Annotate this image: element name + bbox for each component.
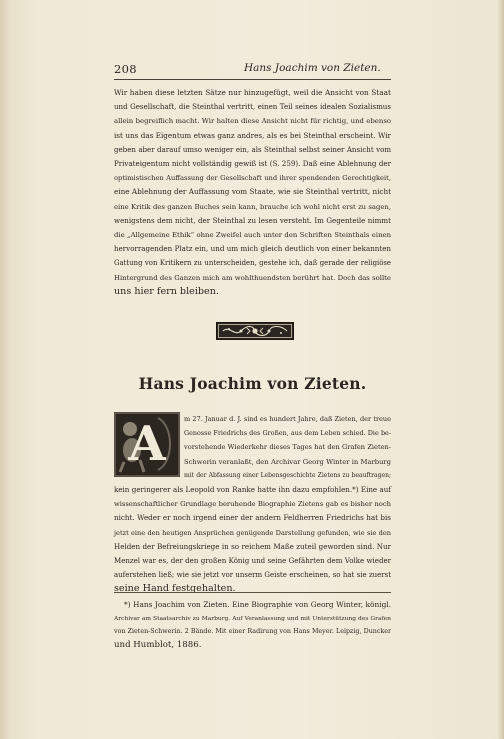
text-line: mit der Abfassung einer Lebensgeschichte Zietens zu beauftragen; bbox=[184, 471, 391, 479]
text-line: wissenschaftlicher Grundlage beruhende Biographie Zietens gab es bisher noch bbox=[114, 500, 391, 509]
footnote bbox=[114, 598, 391, 652]
text-line: wenigstens dem nicht, der Steinthal zu lesen versteht. Im Gegenteile nimmt bbox=[114, 215, 391, 225]
page-edge-shadow bbox=[498, 0, 504, 739]
text-line: geben aber darauf umso weniger ein, als Steinthal selbst seiner Ansicht vom bbox=[114, 144, 391, 154]
text-line: Schwerin veranlaßt, den Archivar Georg Winter in Marburg bbox=[184, 457, 391, 466]
text-line: jetzt eine den heutigen Ansprüchen genügende Darstellung gefunden, wie sie den bbox=[114, 528, 391, 537]
footnote-line: von Zieten-Schwerin. 2 Bände. Mit einer Radirung von Hans Meyer. Leipzig, Duncker bbox=[114, 628, 391, 636]
initial-letter: A bbox=[128, 416, 166, 472]
text-line: Privateigentum nicht vollständig gewiß ist (S. 259). Daß eine Ablehnung der bbox=[114, 159, 391, 169]
text-line: Hintergrund des Ganzen mich am wohlthuendsten berührt hat. Doch das sollte bbox=[114, 273, 391, 282]
page-number: 208 bbox=[114, 62, 137, 76]
text-line: kein geringerer als Leopold von Ranke hatte ihn dazu empfohlen.*) Eine auf bbox=[114, 485, 391, 495]
text-line: uns hier fern bleiben. bbox=[114, 285, 219, 297]
decorative-vignette bbox=[216, 322, 294, 340]
text-line: optimistischen Auffassung der Gesellschaft und ihrer spendenden Gerechtigkeit, bbox=[114, 174, 391, 183]
running-header bbox=[114, 60, 390, 76]
footnote-line: und Humblot, 1886. bbox=[114, 639, 202, 650]
text-line: Menzel war es, der den großen König und seine Gefährten dem Volke wieder bbox=[114, 556, 391, 566]
footnote-line: *) Hans Joachim von Zieten. Eine Biographie von Georg Winter, königl. bbox=[124, 600, 391, 609]
text-line: und Gesellschaft, die Steinthal vertritt, einen Teil seines idealen Sozialismus bbox=[114, 102, 391, 112]
text-line: nicht. Weder er noch irgend einer der andern Feldherren Friedrichs hat bis bbox=[114, 513, 391, 523]
text-line: eine Ablehnung der Auffassung vom Staate, wie sie Steinthal vertritt, nicht bbox=[114, 187, 391, 197]
floral-ornament-icon bbox=[217, 323, 293, 339]
text-line: vorstehende Wiederkehr dieses Tages hat den Grafen Zieten- bbox=[184, 443, 391, 452]
text-line: m 27. Januar d. J. sind es hundert Jahre, daß Zieten, der treue bbox=[184, 415, 391, 423]
text-line: ist uns das Eigentum etwas ganz andres, als es bei Steinthal erscheint. Wir bbox=[114, 130, 391, 140]
text-line: hervorragenden Platz ein, und um mich gleich deutlich von einer bekannten bbox=[114, 244, 391, 254]
text-line: Helden der Befreiungskriege in so reichem Maße zuteil geworden sind. Nur bbox=[114, 541, 391, 551]
text-line: Genosse Friedrichs des Großen, aus dem Leben schied. Die be- bbox=[184, 429, 391, 438]
text-line: Wir haben diese letzten Sätze nur hinzugefügt, weil die Ansicht von Staat bbox=[114, 88, 391, 97]
article-title: Hans Joachim von Zieten. bbox=[138, 374, 367, 393]
article-paragraph bbox=[114, 412, 391, 597]
text-line: auferstehen ließ; wie sie jetzt vor unserm Geiste erscheinen, so hat sie zuerst bbox=[114, 571, 391, 580]
text-line: seine Hand festgehalten. bbox=[114, 583, 236, 595]
running-title: Hans Joachim von Zieten. bbox=[244, 62, 381, 74]
text-line: die „Allgemeine Ethik“ ohne Zweifel auch unter den Schriften Steinthals einen bbox=[114, 231, 391, 240]
text-line: Gattung von Kritikern zu unterscheiden, gestehe ich, daß gerade der religiöse bbox=[114, 259, 391, 268]
page-gutter-shadow bbox=[0, 0, 10, 739]
footnote-line: Archivar am Staatsarchiv zu Marburg. Auf Veranlassung und mit Unterstützung des Grafen bbox=[114, 614, 391, 622]
text-line: allein begreiflich macht. Wir halten diese Ansicht nicht für richtig, und ebenso bbox=[114, 117, 391, 126]
header-rule bbox=[114, 79, 391, 80]
footnote-rule bbox=[114, 592, 391, 593]
text-line: eine Kritik des ganzen Buches sein kann, brauche ich wohl nicht erst zu sagen, bbox=[114, 202, 391, 211]
paragraph-continuation bbox=[114, 86, 391, 299]
